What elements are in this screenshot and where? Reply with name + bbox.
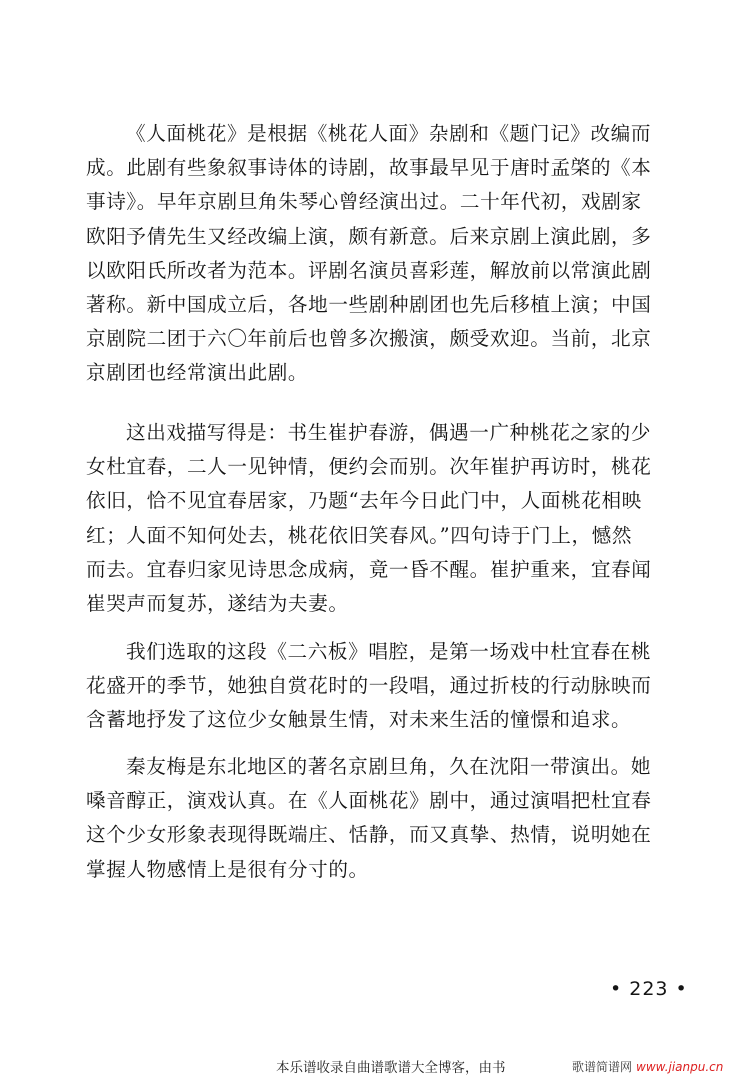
text-line: 掌握人物感情上是很有分寸的。 <box>86 857 369 881</box>
page-number: • 223 • <box>610 978 688 1000</box>
text-line: 崔哭声而复苏，遂结为夫妻。 <box>86 591 349 615</box>
paragraph-intro <box>86 117 688 391</box>
site-watermark <box>572 1058 723 1075</box>
text-line: 红；人面不知何处去，桃花依旧笑春风。”四句诗于门上，憾然 <box>86 523 633 547</box>
text-line: 《人面桃花》是根据《桃花人面》杂剧和《题门记》改编而 <box>126 122 652 145</box>
text-line: 而去。宜春归家见诗思念成病，竟一昏不醒。崔护重来，宜春闻 <box>86 557 652 581</box>
text-line: 这出戏描写得是：书生崔护春游，偶遇一广种桃花之家的少 <box>126 421 652 444</box>
footer-source-note: 本乐谱收录自曲谱歌谱大全博客，由书 <box>276 1060 506 1076</box>
text-line: 这个少女形象表现得既端庄、恬静，而又真挚、热情，说明她在 <box>86 823 652 847</box>
text-line: 欧阳予倩先生又经改编上演，颇有新意。后来京剧上演此剧，多 <box>86 224 652 248</box>
text-line: 京剧院二团于六〇年前后也曾多次搬演，颇受欢迎。当前，北京 <box>86 327 652 351</box>
text-line: 以欧阳氏所改者为范本。评剧名演员喜彩莲，解放前以常演此剧 <box>86 258 652 282</box>
text-line: 著称。新中国成立后，各地一些剧种剧团也先后移植上演；中国 <box>86 292 652 316</box>
paragraph-performer <box>86 750 688 887</box>
text-line: 依旧，恰不见宜春居家，乃题“去年今日此门中，人面桃花相映 <box>86 489 642 513</box>
text-line: 花盛开的季节，她独自赏花时的一段唱，通过折枝的行动脉映而 <box>86 674 652 698</box>
text-line: 嗓音醇正，演戏认真。在《人面桃花》剧中，通过演唱把杜宜春 <box>86 789 652 813</box>
watermark-text: 歌谱简谱网 <box>572 1060 633 1074</box>
text-line: 我们选取的这段《二六板》唱腔，是第一场戏中杜宜春在桃 <box>126 640 652 663</box>
paragraph-aria <box>86 635 688 738</box>
text-line: 女杜宜春，二人一见钟情，便约会而别。次年崔护再访时，桃花 <box>86 455 652 479</box>
text-line: 成。此剧有些象叙事诗体的诗剧，故事最早见于唐时孟棨的《本 <box>86 156 652 180</box>
text-line: 京剧团也经常演出此剧。 <box>86 361 309 385</box>
watermark-url: www.jianpu.cn <box>636 1060 724 1074</box>
text-line: 含蓄地抒发了这位少女触景生情，对未来生活的憧憬和追求。 <box>86 708 632 732</box>
text-line: 秦友梅是东北地区的著名京剧旦角，久在沈阳一带演出。她 <box>126 755 652 778</box>
paragraph-plot <box>86 416 688 621</box>
text-line: 事诗》。早年京剧旦角朱琴心曾经演出过。二十年代初，戏剧家 <box>86 190 642 214</box>
